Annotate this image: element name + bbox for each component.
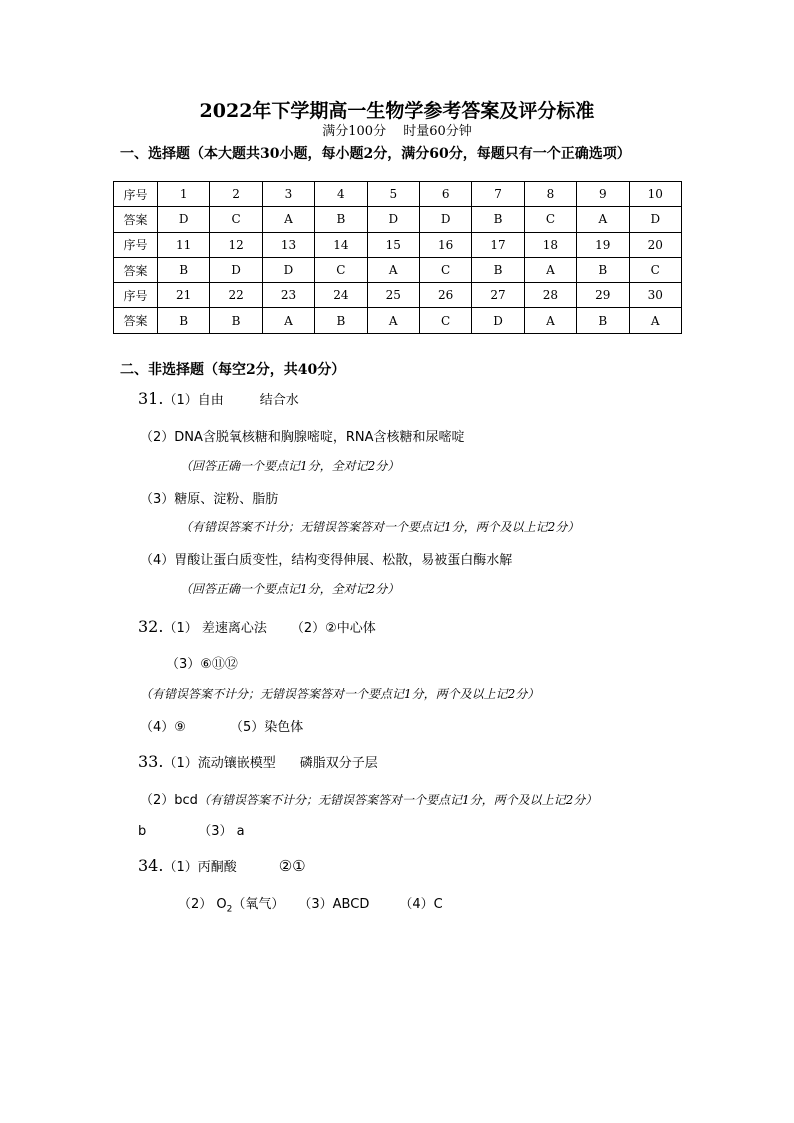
table-cell: C [315, 257, 367, 282]
table-cell: A [262, 207, 314, 232]
q32-answer3: （3）⑥⑪⑫ [166, 657, 238, 672]
table-cell: A [262, 308, 314, 333]
table-cell: 11 [158, 232, 210, 257]
table-cell: 8 [524, 182, 576, 207]
table-cell: C [419, 308, 471, 333]
row-header: 答案 [114, 207, 158, 232]
q33-answer2: （2）bcd [140, 793, 198, 808]
table-cell: 29 [577, 283, 629, 308]
row-header: 序号 [114, 182, 158, 207]
table-cell: 5 [367, 182, 419, 207]
q31-answer1b: 结合水 [259, 393, 299, 408]
q33-number: 33. [138, 752, 164, 771]
table-cell: C [524, 207, 576, 232]
q31-number: 31. [138, 389, 164, 408]
q33-answer1: （1）流动镶嵌模型 [163, 756, 276, 771]
table-cell: 25 [367, 283, 419, 308]
section1-title: 一、选择题（本大题共30小题，每小题2分，满分60分，每题只有一个正确选项） [120, 146, 631, 162]
table-cell: 4 [315, 182, 367, 207]
page-title: 2022年下学期高一生物学参考答案及评分标准 [199, 100, 595, 122]
q31-answer3: （3）糖原、淀粉、脂肪 [140, 492, 279, 507]
q34-answer2-subscript: 2 [226, 904, 233, 915]
table-cell: B [210, 308, 262, 333]
table-cell: B [158, 257, 210, 282]
q32-line1 [138, 617, 376, 636]
table-cell: C [629, 257, 681, 282]
row-header: 序号 [114, 283, 158, 308]
table-cell: A [524, 308, 576, 333]
table-cell: B [472, 257, 524, 282]
table-cell: 16 [419, 232, 471, 257]
table-cell: 23 [262, 283, 314, 308]
q32-line4 [140, 716, 303, 735]
table-cell: 30 [629, 283, 681, 308]
q32-answer5: （5）染色体 [229, 720, 304, 735]
table-cell: 19 [577, 232, 629, 257]
q33-line2 [140, 789, 597, 808]
table-row [114, 182, 682, 207]
table-cell: 6 [419, 182, 471, 207]
q33-line1 [138, 752, 378, 771]
table-cell: 3 [262, 182, 314, 207]
table-cell: A [629, 308, 681, 333]
table-cell: B [472, 207, 524, 232]
q33-line3 [138, 820, 245, 839]
table-cell: 7 [472, 182, 524, 207]
table-cell: C [419, 257, 471, 282]
table-cell: D [472, 308, 524, 333]
table-cell: D [262, 257, 314, 282]
table-cell: A [577, 207, 629, 232]
row-header: 答案 [114, 257, 158, 282]
table-row [114, 207, 682, 232]
table-cell: 12 [210, 232, 262, 257]
table-cell: B [577, 257, 629, 282]
table-row [114, 283, 682, 308]
table-cell: D [210, 257, 262, 282]
q34-number: 34. [138, 856, 164, 875]
q34-answer2-prefix: （2） O [178, 897, 227, 912]
table-cell: D [158, 207, 210, 232]
table-cell: 10 [629, 182, 681, 207]
q32-note3: （有错误答案不计分；无错误答案答对一个要点记1分，两个及以上记2分） [140, 687, 540, 701]
q32-answer4: （4）⑨ [140, 720, 186, 735]
table-cell: 18 [524, 232, 576, 257]
table-cell: D [419, 207, 471, 232]
q33-note2: （有错误答案不计分；无错误答案答对一个要点记1分，两个及以上记2分） [197, 793, 598, 807]
q34-line1 [138, 856, 306, 875]
table-cell: B [158, 308, 210, 333]
table-cell: 13 [262, 232, 314, 257]
q33-answer3: （3） a [198, 824, 245, 839]
q33-answer1b: 磷脂双分子层 [299, 756, 378, 771]
table-cell: 24 [315, 283, 367, 308]
q32-answer1: （1） 差速离心法 [163, 621, 267, 636]
table-cell: D [629, 207, 681, 232]
table-cell: A [524, 257, 576, 282]
q33-answer2b: b [138, 824, 147, 839]
table-cell: 2 [210, 182, 262, 207]
table-row [114, 257, 682, 282]
section2-title: 二、非选择题（每空2分，共40分） [120, 362, 346, 378]
q34-line2 [178, 893, 443, 915]
row-header: 答案 [114, 308, 158, 333]
table-cell: 9 [577, 182, 629, 207]
page-subtitle: 满分100分 时量60分钟 [322, 124, 472, 139]
table-row [114, 232, 682, 257]
q34-answer1: （1）丙酮酸 [163, 860, 237, 875]
q31-note3: （有错误答案不计分；无错误答案答对一个要点记1分，两个及以上记2分） [180, 520, 580, 534]
q31-note4: （回答正确一个要点记1分，全对记2分） [180, 582, 400, 596]
table-cell: B [315, 308, 367, 333]
q31-answer1: （1）自由 [163, 393, 224, 408]
row-header: 序号 [114, 232, 158, 257]
table-cell: C [210, 207, 262, 232]
table-cell: 21 [158, 283, 210, 308]
q31-line1 [138, 389, 299, 408]
table-cell: 26 [419, 283, 471, 308]
table-cell: D [367, 207, 419, 232]
q34-answer3: （3）ABCD [298, 897, 370, 912]
table-cell: A [367, 257, 419, 282]
q31-answer4: （4）胃酸让蛋白质变性，结构变得伸展、松散，易被蛋白酶水解 [140, 553, 513, 568]
q34-answer2-suffix: （氧气） [232, 897, 285, 912]
table-cell: B [315, 207, 367, 232]
table-cell: 27 [472, 283, 524, 308]
table-row [114, 308, 682, 333]
table-cell: 22 [210, 283, 262, 308]
table-cell: 20 [629, 232, 681, 257]
answer-table-body [114, 182, 682, 334]
table-cell: 1 [158, 182, 210, 207]
answer-table [113, 181, 682, 334]
q32-answer2: （2）②中心体 [290, 621, 376, 636]
q31-note2: （回答正确一个要点记1分，全对记2分） [180, 459, 400, 473]
table-cell: 28 [524, 283, 576, 308]
table-cell: B [577, 308, 629, 333]
q34-answer1b: ②① [278, 857, 306, 875]
table-cell: A [367, 308, 419, 333]
table-cell: 14 [315, 232, 367, 257]
q34-answer4: （4）C [399, 897, 443, 912]
table-cell: 17 [472, 232, 524, 257]
q32-number: 32. [138, 617, 164, 636]
table-cell: 15 [367, 232, 419, 257]
q31-answer2: （2）DNA含脱氧核糖和胸腺嘧啶，RNA含核糖和尿嘧啶 [140, 430, 465, 445]
